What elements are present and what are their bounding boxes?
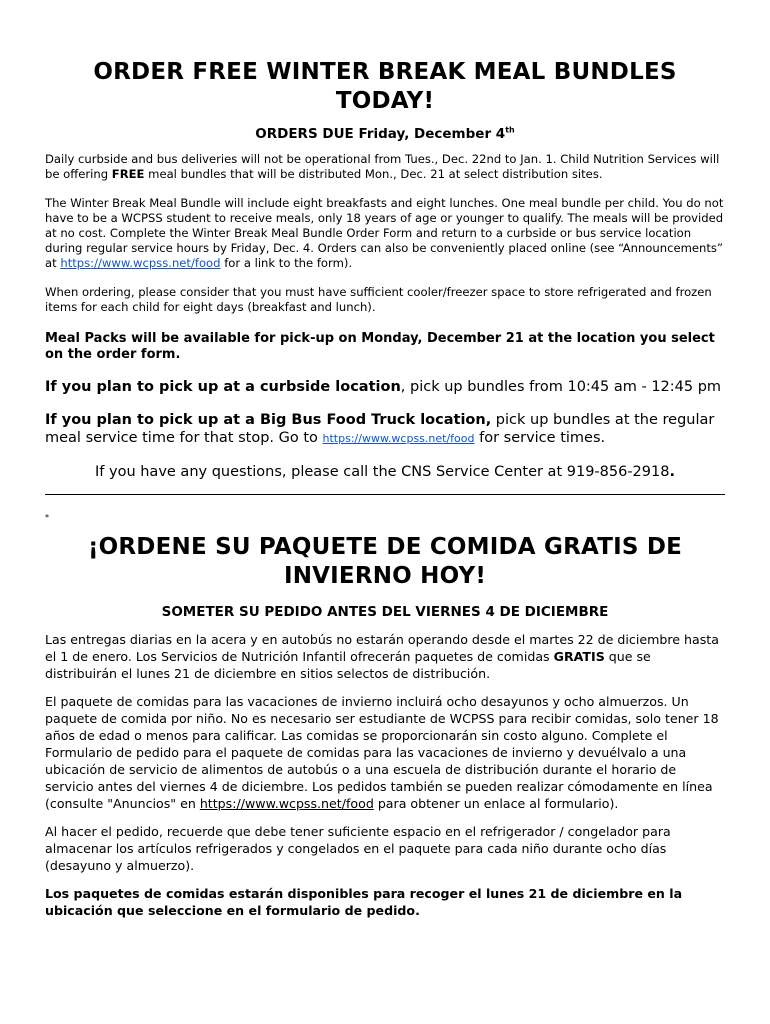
english-curbside-info: [45, 378, 725, 396]
spanish-orders-due: SOMETER SU PEDIDO ANTES DEL VIERNES 4 DE DICIEMBRE: [161, 604, 609, 620]
spanish-paragraph-delivery: [45, 631, 725, 682]
wcpss-food-link-service-times[interactable]: https://www.wcpss.net/food: [322, 432, 475, 445]
english-bus-info: [45, 411, 725, 448]
spanish-pickup-date: Los paquetes de comidas estarán disponibles para recoger el lunes 21 de diciembre en la ubicación que seleccione en el formulario de pedido.: [45, 886, 683, 918]
section-divider: [45, 494, 725, 495]
bold-text: If you plan to pick up at a Big Bus Food Truck location,: [45, 412, 492, 428]
text: for service times.: [474, 430, 606, 446]
english-paragraph-storage: When ordering, please consider that you must have sufficient cooler/freezer space to store refrigerated and frozen items for each child for eight days (breakfast and lunch).: [45, 285, 712, 314]
english-questions-contact: [45, 463, 725, 481]
bold-text: GRATIS: [553, 649, 605, 664]
text: pick up bundles at the regular meal service time for that stop. Go to: [45, 412, 715, 446]
wcpss-food-link[interactable]: https://www.wcpss.net/food: [60, 256, 221, 270]
text: meal bundles that will be distributed Mon., Dec. 21 at select distribution sites.: [144, 167, 603, 181]
bold-text: If you plan to pick up at a curbside location: [45, 379, 401, 395]
text: The Winter Break Meal Bundle will include eight breakfasts and eight lunches. One meal bundle per child. You do not have to be a WCPSS student to receive meals, only 18 years of age or younger to qualify. The meals will be provided at no cost. Complete the Winter Break Meal Bundle Order Form and return to a curbside or bus service location during regular service hours by Friday, Dec. 4. Orders can also be conveniently placed online (see “Announcements” at: [45, 196, 724, 270]
text: for a link to the form).: [220, 256, 353, 270]
english-paragraph-delivery: [45, 152, 725, 182]
spanish-title: ¡ORDENE SU PAQUETE DE COMIDA GRATIS DE INVIERNO HOY!: [87, 534, 683, 589]
bold-text: FREE: [111, 167, 145, 181]
orders-due-superscript: th: [505, 125, 515, 135]
period: .: [669, 464, 675, 480]
english-pickup-date: Meal Packs will be available for pick-up on Monday, December 21 at the location you select on the order form.: [45, 331, 715, 362]
spanish-paragraph-storage: Al hacer el pedido, recuerde que debe tener suficiente espacio en el refrigerador / congelador para almacenar los artículos refrigerados y congelados en el paquete para cada niño durante ocho días (desayuno y almuerzo).: [45, 824, 671, 873]
text: Las entregas diarias en la acera y en autobús no estarán operando desde el martes 22 de diciembre hasta el 1 de enero. Los Servicios de Nutrición Infantil ofrecerán paquetes de comidas: [45, 632, 719, 664]
text: Daily curbside and bus deliveries will not be operational from Tues., Dec. 22nd to Jan. 1. Child Nutrition Services will be offering: [45, 152, 720, 181]
document-page: [45, 58, 725, 919]
english-title: ORDER FREE WINTER BREAK MEAL BUNDLES TODAY!: [93, 59, 677, 114]
text: El paquete de comidas para las vacaciones de invierno incluirá ocho desayunos y ocho almuerzos. Un paquete de comida por niño. No es necesario ser estudiante de WCPSS para recibir comidas, solo tener 18 años de edad o menos para calificar. Las comidas se proporcionarán sin costo alguno. Complete el Formulario de pedido para el paquete de comidas para las vacaciones de invierno y devuélvalo a una ubicación de servicio de alimentos de autobús o a una escuela de distribución durante el horario de servicio antes del viernes 4 de diciembre. Los pedidos también se pueden realizar cómodamente en línea (consulte "Anuncios" en: [45, 694, 719, 811]
english-orders-due: [45, 125, 725, 143]
wcpss-food-link-spanish[interactable]: https://www.wcpss.net/food: [199, 796, 374, 811]
english-paragraph-bundle-info: [45, 196, 725, 271]
text: If you have any questions, please call the CNS Service Center at 919-856-2918: [95, 464, 670, 480]
orders-due-text: ORDERS DUE Friday, December 4: [255, 126, 506, 142]
divider-mark: *: [45, 513, 49, 522]
spanish-paragraph-bundle-info: [45, 693, 725, 812]
text: que se distribuirán el lunes 21 de diciembre en sitios selectos de distribución.: [45, 649, 651, 681]
text: , pick up bundles from 10:45 am - 12:45 pm: [400, 379, 722, 395]
text: para obtener un enlace al formulario).: [373, 796, 619, 811]
